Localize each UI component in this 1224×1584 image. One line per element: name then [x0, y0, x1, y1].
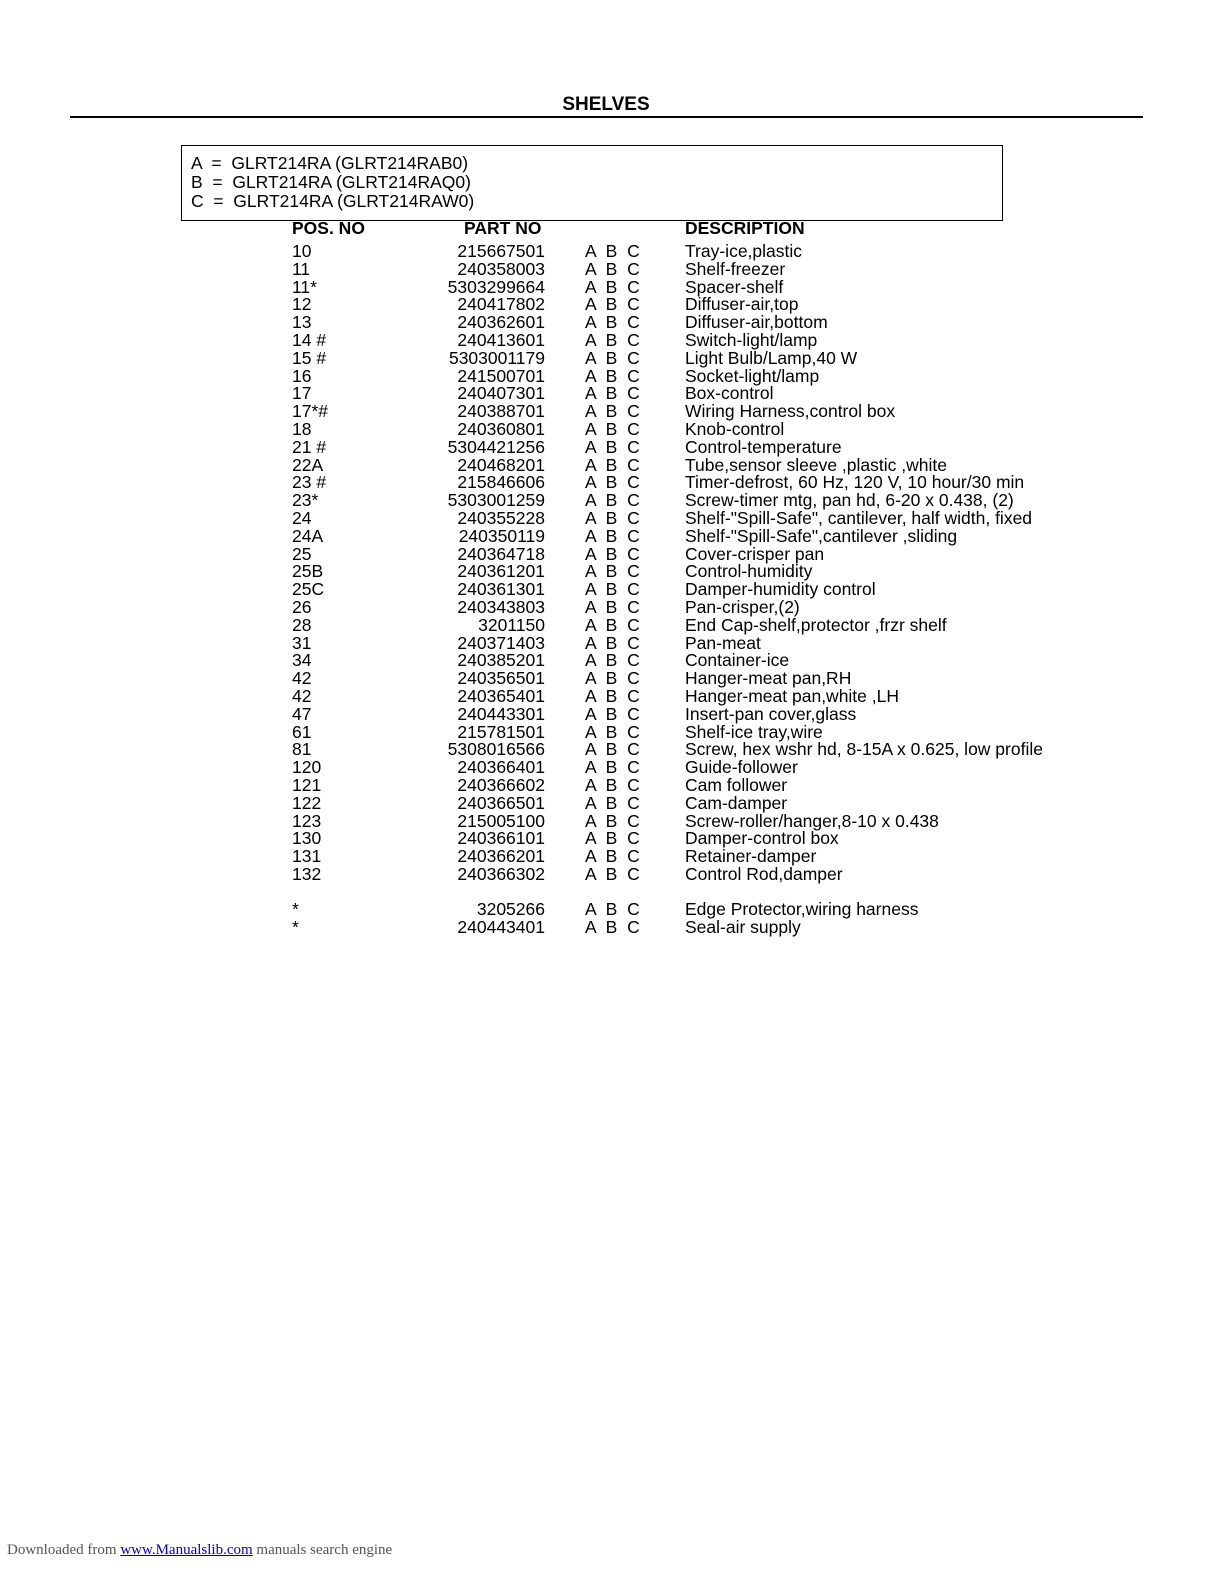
part-pos-cell: 21 # [292, 436, 327, 457]
part-models-cell: A B C [585, 774, 640, 795]
part-number-cell: 215667501 [457, 241, 545, 261]
part-number-cell: 240366302 [457, 863, 545, 884]
part-pos-cell: 16 [292, 365, 312, 386]
part-models-cell: A B C [585, 810, 640, 831]
part-number-cell: 240388701 [457, 401, 545, 422]
part-number-cell: 5304421256 [447, 436, 545, 457]
part-pos-cell: 11* [292, 276, 317, 297]
part-description-cell: Wiring Harness,control box [685, 401, 896, 422]
part-pos-cell: 130 [292, 828, 322, 849]
table-row [0, 919, 1224, 937]
part-description-cell: Tube,sensor sleeve ,plastic ,white [685, 454, 947, 475]
download-footer [7, 1542, 392, 1559]
part-models-cell: A B C [585, 436, 640, 457]
part-models-cell: A B C [585, 347, 640, 368]
part-models-cell: A B C [585, 863, 640, 884]
part-number-cell: 240356501 [457, 668, 545, 689]
part-number-cell: 5303299664 [447, 276, 545, 297]
part-number-cell: 240360801 [457, 418, 545, 439]
table-row [0, 863, 1224, 884]
header-pos-no: POS. NO [292, 218, 365, 238]
part-description-cell: Control-temperature [685, 436, 842, 457]
part-pos-cell: 17*# [292, 401, 329, 422]
part-description-cell: Control Rod,damper [685, 863, 843, 884]
part-pos-cell: 23* [292, 490, 319, 511]
part-number-cell: 240365401 [457, 685, 545, 706]
part-pos-cell: 42 [292, 685, 312, 706]
part-description-cell: Guide-follower [685, 757, 798, 778]
part-number-cell: 240343803 [457, 596, 545, 617]
part-models-cell: A B C [585, 668, 640, 689]
part-description-cell: Pan-crisper,(2) [685, 596, 800, 617]
part-description-cell: Damper-humidity control [685, 579, 876, 600]
part-description-cell: Damper-control box [685, 828, 839, 849]
part-models-cell: A B C [585, 490, 640, 511]
part-pos-cell: 81 [292, 739, 312, 760]
part-pos-cell: 131 [292, 846, 322, 867]
part-models-cell: A B C [585, 507, 640, 528]
part-number-cell: 240355228 [457, 507, 545, 528]
part-description-cell: Edge Protector,wiring harness [685, 899, 919, 920]
part-models-cell: A B C [585, 258, 640, 279]
part-number-cell: 240371403 [457, 632, 545, 653]
part-models-cell: A B C [585, 721, 640, 742]
part-description-cell: End Cap-shelf,protector ,frzr shelf [685, 614, 947, 635]
part-models-cell: A B C [585, 561, 640, 582]
part-models-cell: A B C [585, 454, 640, 475]
part-models-cell: A B C [585, 917, 640, 938]
part-number-cell: 240362601 [457, 312, 545, 333]
part-number-cell: 241500701 [457, 365, 545, 386]
part-description-cell: Seal-air supply [685, 917, 801, 938]
part-description-cell: Hanger-meat pan,white ,LH [685, 685, 899, 706]
part-description-cell: Cam follower [685, 774, 788, 795]
part-models-cell: A B C [585, 241, 640, 261]
part-description-cell: Tray-ice,plastic [685, 241, 803, 261]
part-pos-cell: 24 [292, 507, 312, 528]
part-pos-cell: 123 [292, 810, 322, 831]
part-description-cell: Switch-light/lamp [685, 329, 818, 350]
part-models-cell: A B C [585, 294, 640, 315]
part-number-cell: 215781501 [457, 721, 545, 742]
part-pos-cell: 121 [292, 774, 322, 795]
part-models-cell: A B C [585, 543, 640, 564]
part-models-cell: A B C [585, 846, 640, 867]
part-pos-cell: 24A [292, 525, 324, 546]
part-description-cell: Cam-damper [685, 792, 788, 813]
part-models-cell: A B C [585, 899, 640, 920]
part-pos-cell: 26 [292, 596, 312, 617]
part-number-cell: 240361301 [457, 579, 545, 600]
title-rule [70, 116, 1143, 118]
part-pos-cell: 13 [292, 312, 312, 333]
part-description-cell: Socket-light/lamp [685, 365, 820, 386]
part-pos-cell: 34 [292, 650, 312, 671]
part-number-cell: 240350119 [458, 525, 545, 546]
part-pos-cell: * [292, 899, 299, 920]
part-description-cell: Box-control [685, 383, 774, 404]
part-models-cell: A B C [585, 632, 640, 653]
part-number-cell: 240468201 [457, 454, 545, 475]
part-number-cell: 3205266 [476, 899, 545, 920]
part-pos-cell: 22A [292, 454, 324, 475]
part-pos-cell: 120 [292, 757, 322, 778]
part-number-cell: 5303001259 [447, 490, 545, 511]
part-models-cell: A B C [585, 472, 640, 493]
parts-list [0, 243, 1224, 937]
part-number-cell: 240385201 [457, 650, 545, 671]
footer-suffix: manuals search engine [256, 1542, 393, 1558]
part-number-cell: 240413601 [457, 329, 545, 350]
part-models-cell: A B C [585, 757, 640, 778]
part-pos-cell: 17 [292, 383, 312, 404]
part-pos-cell: * [292, 917, 299, 938]
part-models-cell: A B C [585, 312, 640, 333]
part-pos-cell: 14 # [292, 329, 327, 350]
part-number-cell: 240443301 [457, 703, 545, 724]
part-models-cell: A B C [585, 739, 640, 760]
part-number-cell: 240361201 [457, 561, 545, 582]
part-number-cell: 240366101 [457, 828, 545, 849]
part-pos-cell: 47 [292, 703, 312, 724]
part-description-cell: Screw-roller/hanger,8-10 x 0.438 [685, 810, 939, 831]
part-description-cell: Diffuser-air,top [685, 294, 799, 315]
part-models-cell: A B C [585, 383, 640, 404]
part-models-cell: A B C [585, 525, 640, 546]
part-number-cell: 3201150 [478, 614, 545, 635]
table-row [0, 614, 1224, 635]
table-row [0, 436, 1224, 457]
part-models-cell: A B C [585, 614, 640, 635]
part-pos-cell: 25B [292, 561, 324, 582]
part-number-cell: 5308016566 [447, 739, 545, 760]
part-number-cell: 215005100 [457, 810, 545, 831]
table-row [0, 258, 1224, 279]
part-pos-cell: 31 [292, 632, 312, 653]
part-models-cell: A B C [585, 276, 640, 297]
part-description-cell: Screw-timer mtg, pan hd, 6-20 x 0.438, (2) [685, 490, 1014, 511]
part-description-cell: Retainer-damper [685, 846, 817, 867]
page-title: SHELVES [562, 94, 650, 115]
part-pos-cell: 132 [292, 863, 322, 884]
model-legend-box [181, 145, 1003, 221]
part-pos-cell: 23 # [292, 472, 327, 493]
model-legend-c: C = GLRT214RA (GLRT214RAW0) [191, 191, 475, 211]
part-number-cell: 240358003 [457, 258, 545, 279]
part-pos-cell: 18 [292, 418, 312, 439]
part-pos-cell: 42 [292, 668, 312, 689]
part-pos-cell: 15 # [292, 347, 327, 368]
part-models-cell: A B C [585, 365, 640, 386]
part-description-cell: Knob-control [685, 418, 785, 439]
part-models-cell: A B C [585, 650, 640, 671]
part-number-cell: 5303001179 [448, 347, 545, 368]
part-description-cell: Shelf-freezer [685, 258, 786, 279]
part-pos-cell: 28 [292, 614, 312, 635]
part-description-cell: Spacer-shelf [685, 276, 784, 297]
part-models-cell: A B C [585, 596, 640, 617]
part-description-cell: Shelf-"Spill-Safe", cantilever, half width, fixed [685, 507, 1033, 528]
header-part-no: PART NO [464, 218, 542, 238]
part-models-cell: A B C [585, 828, 640, 849]
part-models-cell: A B C [585, 792, 640, 813]
part-pos-cell: 25C [292, 579, 325, 600]
table-row [0, 792, 1224, 813]
part-pos-cell: 61 [292, 721, 312, 742]
part-pos-cell: 12 [292, 294, 312, 315]
part-pos-cell: 11 [292, 258, 311, 279]
part-description-cell: Insert-pan cover,glass [685, 703, 857, 724]
part-description-cell: Control-humidity [685, 561, 813, 582]
part-description-cell: Light Bulb/Lamp,40 W [685, 347, 858, 368]
part-description-cell: Screw, hex wshr hd, 8-15A x 0.625, low profile [685, 739, 1043, 760]
part-description-cell: Hanger-meat pan,RH [685, 668, 852, 689]
part-description-cell: Container-ice [685, 650, 790, 671]
part-description-cell: Shelf-"Spill-Safe",cantilever ,sliding [685, 525, 958, 546]
part-pos-cell: 122 [292, 792, 322, 813]
table-row [0, 347, 1224, 368]
part-description-cell: Cover-crisper pan [685, 543, 825, 564]
part-description-cell: Timer-defrost, 60 Hz, 120 V, 10 hour/30 min [685, 472, 1025, 493]
model-legend-a: A = GLRT214RA (GLRT214RAB0) [191, 153, 469, 173]
part-models-cell: A B C [585, 401, 640, 422]
part-number-cell: 240417802 [457, 294, 545, 315]
table-row [0, 525, 1224, 546]
table-row [0, 703, 1224, 724]
part-description-cell: Diffuser-air,bottom [685, 312, 828, 333]
part-models-cell: A B C [585, 329, 640, 350]
header-description: DESCRIPTION [685, 218, 805, 238]
part-models-cell: A B C [585, 685, 640, 706]
model-legend-b: B = GLRT214RA (GLRT214RAQ0) [191, 172, 471, 192]
part-description-cell: Pan-meat [685, 632, 761, 653]
part-pos-cell: 10 [292, 241, 312, 261]
part-number-cell: 240443401 [457, 917, 545, 938]
part-number-cell: 215846606 [457, 472, 545, 493]
part-pos-cell: 25 [292, 543, 312, 564]
footer-prefix: Downloaded from [7, 1542, 117, 1558]
part-number-cell: 240366501 [457, 792, 545, 813]
manualslib-link[interactable]: www.Manualslib.com [120, 1542, 253, 1558]
part-number-cell: 240364718 [457, 543, 545, 564]
part-number-cell: 240366602 [457, 774, 545, 795]
part-models-cell: A B C [585, 418, 640, 439]
part-models-cell: A B C [585, 579, 640, 600]
part-number-cell: 240366201 [457, 846, 545, 867]
part-number-cell: 240407301 [457, 383, 545, 404]
part-number-cell: 240366401 [457, 757, 545, 778]
part-models-cell: A B C [585, 703, 640, 724]
part-description-cell: Shelf-ice tray,wire [685, 721, 823, 742]
